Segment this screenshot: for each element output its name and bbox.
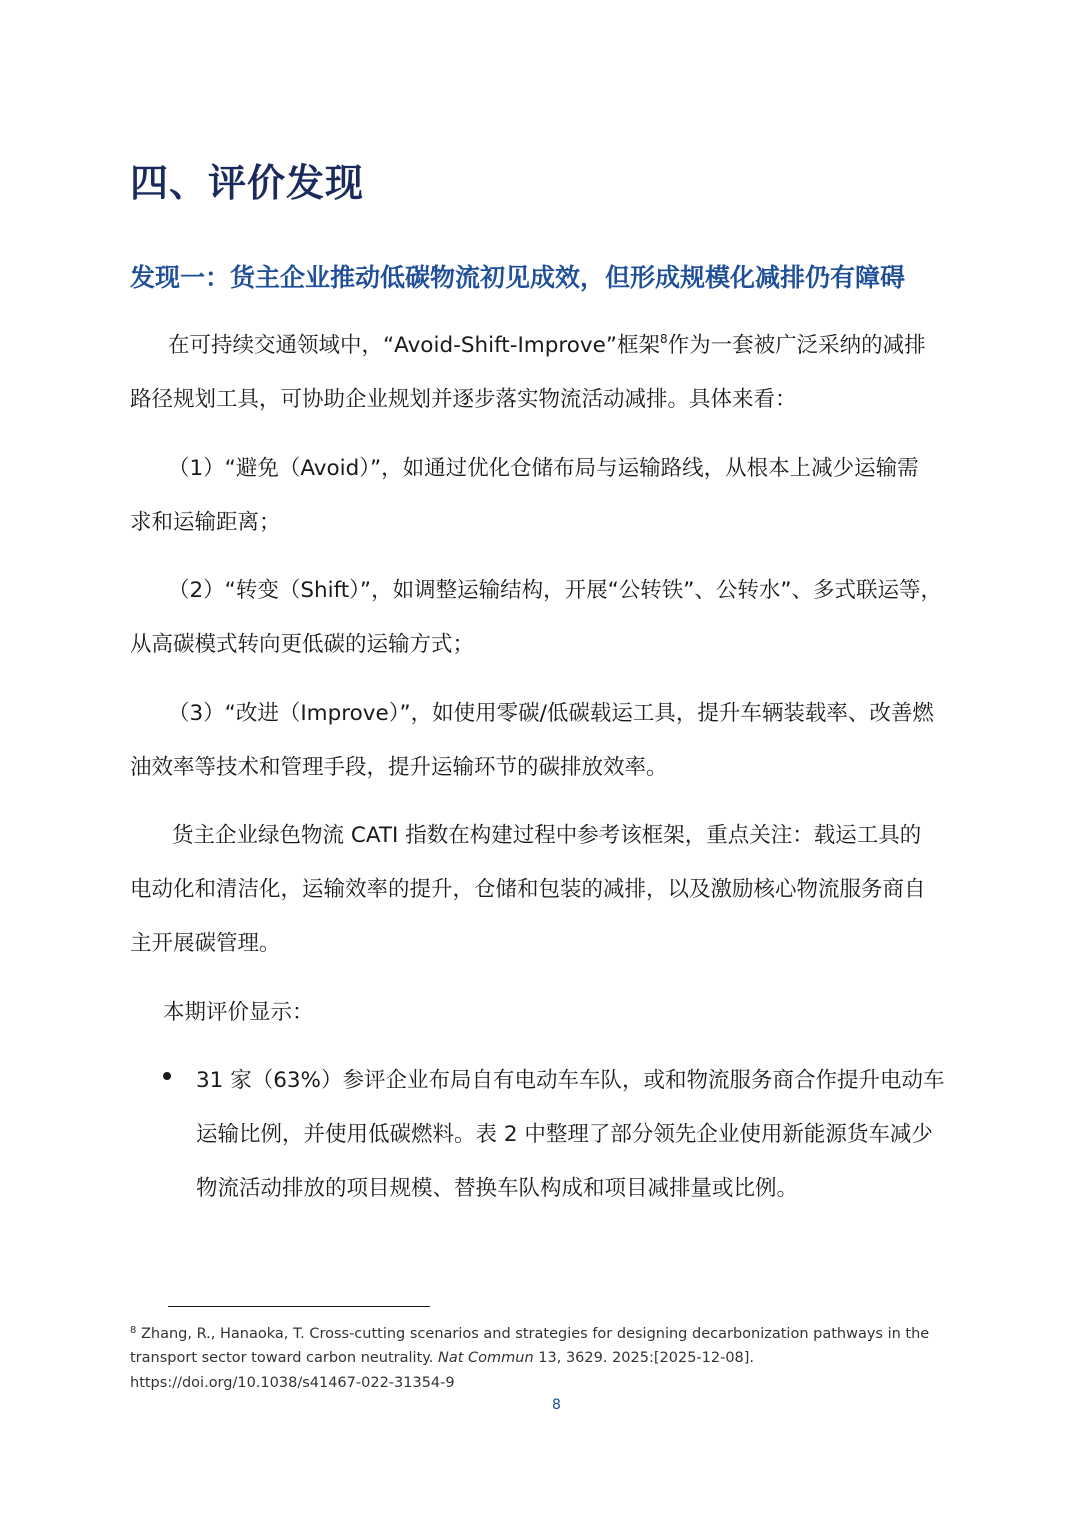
paragraph-text: 在可持续交通领域中，“Avoid-Shift-Improve”框架 xyxy=(168,333,661,358)
footnote-line xyxy=(130,1325,929,1342)
footnote-ref[interactable]: 8 xyxy=(660,332,668,346)
paragraph-line: 油效率等技术和管理手段，提升运输环节的碳排放效率。 xyxy=(130,755,668,780)
footnote-text: Zhang, R., Hanaoka, T. Cross-cutting scenarios and strategies for designing decarbonization pathways in the xyxy=(140,1326,930,1342)
page-number: 8 xyxy=(552,1397,561,1413)
bullet-line: 物流活动排放的项目规模、替换车队构成和项目减排量或比例。 xyxy=(196,1176,799,1201)
footnote-text: 13, 3629. 2025:[2025-12-08]. xyxy=(533,1350,755,1366)
footnote-mark: 8 xyxy=(130,1325,137,1336)
paragraph-line: （1）“避免（Avoid）”，如通过优化仓储布局与运输路线，从根本上减少运输需 xyxy=(168,456,919,481)
footnote-doi-link[interactable]: https://doi.org/10.1038/s41467-022-31354-9 xyxy=(130,1375,455,1391)
paragraph-line: 货主企业绿色物流 CATI 指数在构建过程中参考该框架，重点关注：载运工具的 xyxy=(172,823,922,848)
paragraph-line: 路径规划工具，可协助企业规划并逐步落实物流活动减排。具体来看： xyxy=(130,387,797,412)
paragraph-text: 作为一套被广泛采纳的减排 xyxy=(667,333,926,358)
bullet-icon xyxy=(163,1072,171,1080)
bullet-line: 运输比例，并使用低碳燃料。表 2 中整理了部分领先企业使用新能源货车减少 xyxy=(196,1122,933,1147)
footnote-divider xyxy=(168,1306,430,1307)
paragraph-line: 求和运输距离； xyxy=(130,510,281,535)
paragraph-line: 从高碳模式转向更低碳的运输方式； xyxy=(130,632,475,657)
footnote-line xyxy=(130,1350,754,1366)
paragraph-line: 主开展碳管理。 xyxy=(130,931,281,956)
bullet-line: 31 家（63%）参评企业布局自有电动车车队，或和物流服务商合作提升电动车 xyxy=(196,1068,945,1093)
paragraph-line: 电动化和清洁化，运输效率的提升，仓储和包装的减排，以及激励核心物流服务商自 xyxy=(130,877,926,902)
section-heading: 四、评价发现 xyxy=(130,161,365,205)
paragraph-line: 本期评价显示： xyxy=(163,1000,314,1025)
paragraph-line: （2）“转变（Shift）”，如调整运输结构，开展“公转铁”、公转水”、多式联运等， xyxy=(168,578,942,603)
footnote-journal: Nat Commun xyxy=(438,1350,534,1366)
paragraph-line: （3）“改进（Improve）”，如使用零碳/低碳载运工具，提升车辆装载率、改善燃 xyxy=(168,701,934,726)
finding-title: 发现一：货主企业推动低碳物流初见成效，但形成规模化减排仍有障碍 xyxy=(130,263,906,292)
paragraph-line xyxy=(168,328,926,359)
footnote-text: transport sector toward carbon neutrality. xyxy=(130,1350,439,1366)
